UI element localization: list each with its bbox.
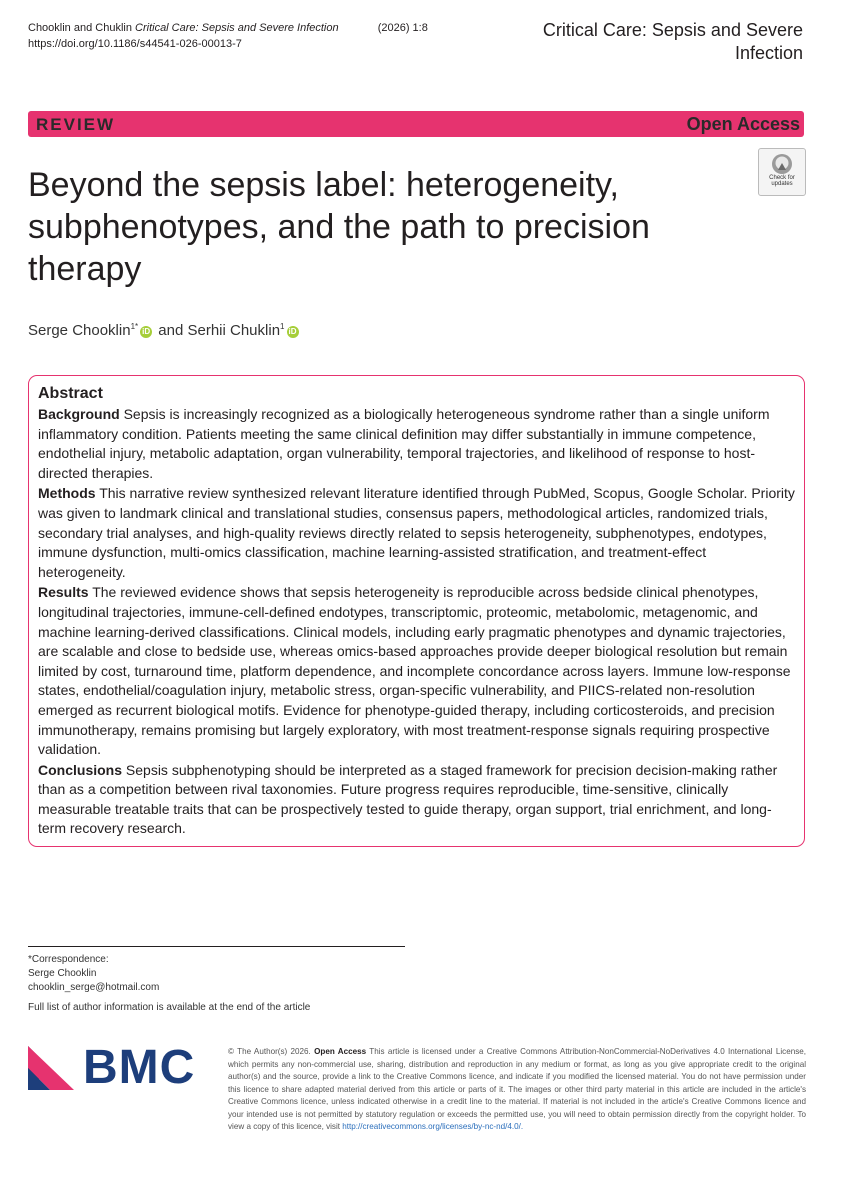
copyright-text: © The Author(s) 2026. xyxy=(228,1047,311,1056)
orcid-icon[interactable]: iD xyxy=(142,327,151,336)
check-for-updates-icon xyxy=(771,153,793,175)
abstract-heading: Abstract xyxy=(38,385,103,402)
header-authors: Chooklin and Chuklin xyxy=(28,22,132,34)
header-issue: (2026) 1:8 xyxy=(377,22,428,34)
journal-name-line2: Infection xyxy=(734,43,803,63)
badge-line2: updates xyxy=(771,181,793,187)
article-title: Beyond the sepsis label: heterogeneity, subphenotypes, and the path to precision therapy xyxy=(28,166,650,288)
bmc-logo[interactable] xyxy=(28,1041,208,1094)
abstract-section-label: Background xyxy=(38,406,120,422)
correspondence-label: *Correspondence: xyxy=(28,954,109,965)
license-statement xyxy=(228,1046,806,1134)
correspondence-name: Serge Chooklin xyxy=(28,968,97,979)
license-text: This article is licensed under a Creative Commons Attribution-NonCommercial-NoDerivatives 4.0 International License, which permits any non-commercial use, sharing, distribution and reproduction in any medium or format, as long as you give appropriate credit to the original author(s) and the source, provide a link to the Creative Commons licence, and indicate if you modified the licensed material. You do not have permission under this licence to share adapted material derived from this article or parts of it. The images or other third party material in this article are included in the article's Creative Commons licence, unless indicated otherwise in a credit line to the material. If material is not included in the article's Creative Commons licence and your intended use is not permitted by statutory regulation or exceeds the permitted use, you will need to obtain permission directly from the copyright holder. To view a copy of this licence, visit xyxy=(228,1047,806,1131)
header-journal: Critical Care: Sepsis and Severe Infection xyxy=(135,22,339,34)
abstract-conclusions xyxy=(38,761,795,839)
journal-name xyxy=(503,19,803,65)
abstract-section-text: The reviewed evidence shows that sepsis heterogeneity is reproducible across bedside clinical phenotypes, longitudinal trajectories, immune-cell-defined endotypes, transcriptomic, proteomic, metabolomic, metagenomic, and machine learning-derived classifications. Clinical models, including early pragmatic phenotypes and dynamic trajectories, are scalable and close to bedside use, whereas omics-based approaches provide deeper biological resolution but remain limited by cost, turnaround time, platform dependence, and incomplete concordance across layers. Immune low-response states, endothelial/coagulation injury, metabolic stress, organ-specific vulnerability, and PIICS-related non-resolution emerged as recurrent biological motifs. Evidence for phenotype-guided therapy, including corticosteroids, and precision immunotherapy, remains promising but largely exploratory, with most treatment-response signals requiring prospective validation. xyxy=(38,584,791,758)
license-link[interactable]: http://creativecommons.org/licenses/by-nc-nd/4.0/. xyxy=(342,1122,524,1131)
footnote-divider xyxy=(28,946,405,947)
abstract-section-label: Results xyxy=(38,584,89,601)
abstract-box xyxy=(28,375,805,847)
correspondence-block xyxy=(28,953,159,995)
author-info-note: Full list of author information is available at the end of the article xyxy=(28,1002,311,1013)
abstract-section-label: Methods xyxy=(38,485,96,502)
open-access-label: Open Access xyxy=(686,114,800,134)
abstract-section-text: Sepsis is increasingly recognized as a biologically heterogeneous syndrome rather than a single uniform inflammatory condition. Patients meeting the same clinical definition may differ substantially in immune competence, endothelial injury, metabolic adaptation, organ vulnerability, temporal trajectories, and likelihood of response to host-directed therapies. xyxy=(38,406,770,481)
orcid-icon[interactable]: iD xyxy=(288,327,297,336)
author-name[interactable]: and Serhii Chuklin xyxy=(158,322,281,339)
abstract-section-label: Conclusions xyxy=(38,761,123,778)
check-for-updates-badge[interactable] xyxy=(758,148,806,196)
abstract-section-text: This narrative review synthesized relevant literature identified through PubMed, Scopus, Google Scholar. Priority was given to landmark clinical and translational studies, consensus papers, methodological articles, randomized trials, secondary trial analyses, and high-quality reviews directly related to sepsis heterogeneity, subphenotypes, endotypes, immune dysfunction, multi-omics classification, machine learning-assisted stratification, and treatment-effect heterogeneity. xyxy=(38,485,795,580)
author-name[interactable]: Serge Chooklin xyxy=(28,322,131,339)
abstract-section-text: Sepsis subphenotyping should be interpreted as a staged framework for precision decision-making rather than as a competition between rival taxonomies. Future progress requires reproducible, time-sensitive, clinically measurable treatable traits that can be prospectively tested to guide therapy, organ support, trial enrichment, and long-term recovery research. xyxy=(38,761,778,837)
citation-line xyxy=(28,20,428,36)
bmc-logo-text: BMC xyxy=(83,1041,196,1094)
author-affiliation-mark: 1 xyxy=(280,322,285,331)
author-affiliation-mark: 1* xyxy=(130,322,139,331)
author-list xyxy=(28,317,301,341)
bmc-logo-mark-icon xyxy=(28,1046,78,1090)
article-type-label: REVIEW xyxy=(36,115,116,134)
journal-name-line1: Critical Care: Sepsis and Severe xyxy=(542,20,803,40)
abstract-background xyxy=(38,405,795,483)
article-type-band xyxy=(28,111,804,137)
abstract-methods xyxy=(38,484,795,582)
abstract-results xyxy=(38,583,795,759)
badge-line1: Check for xyxy=(769,175,795,181)
license-open-access: Open Access xyxy=(314,1047,367,1056)
running-header xyxy=(28,20,428,52)
correspondence-email[interactable]: chooklin_serge@hotmail.com xyxy=(28,982,160,993)
doi-link[interactable]: https://doi.org/10.1186/s44541-026-00013-7 xyxy=(28,38,242,50)
